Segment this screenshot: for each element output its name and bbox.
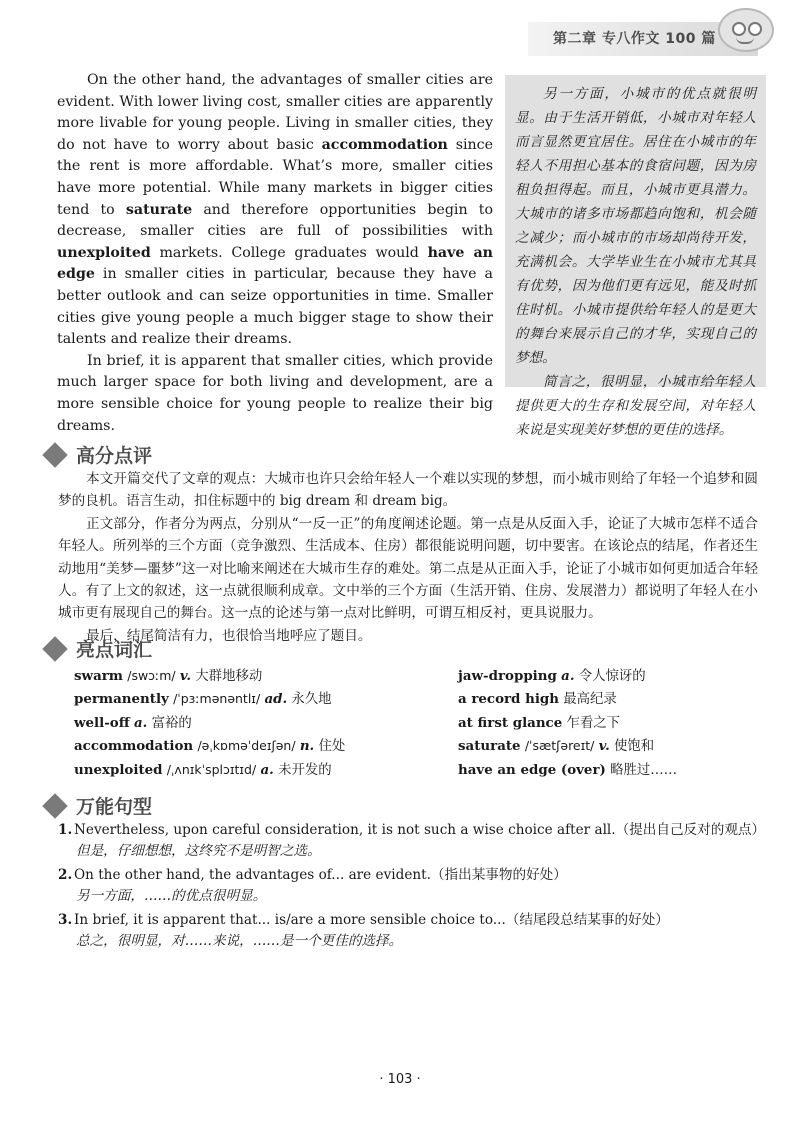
vocab-phonetic: /əˌkɒməˈdeɪʃən/: [197, 738, 296, 754]
vocab-word: unexploited: [74, 761, 163, 778]
logo-eye-icon: [732, 22, 746, 36]
vocab-word: jaw-dropping: [458, 668, 557, 684]
vocab-pos: a.: [561, 668, 575, 684]
review-paragraph: 最后，结尾简洁有力，也很恰当地呼应了题目。: [86, 627, 372, 644]
vocab-pos: v.: [598, 738, 610, 755]
vocab-pos: ad.: [264, 691, 288, 708]
review-paragraph: 正文部分，作者分为两点，分别从“一反一正”的角度阐述论题。第一点是从反面入手，论证了大城市怎样不适合年轻人。所列举的三个方面（竞争激烈、生活成本、住房）都很能说明问题，切中要害。在该论点的结尾，作者还生动地用“美梦—噩梦”这一对比喻来阐述在大城市生存的难处。第二点是从正面入手，论证了小城市如何更加适合年轻人。有了上文的叙述，这一点就很顺利成章。文中举的三个方面（生活开销、住房、发展潜力）都说明了年轻人在小城市更有展现自己的舞台。这一点的论述与第一点对比鲜明，可谓互相反衬，更具说服力。: [58, 515, 758, 622]
vocab-pos: a.: [133, 714, 148, 731]
section-title: 高分点评: [76, 445, 153, 467]
vocab-meaning: 乍看之下: [566, 715, 621, 731]
vocab-meaning: 富裕的: [151, 715, 192, 731]
vocab-item: [74, 712, 345, 735]
vocab-pos: v.: [179, 668, 192, 684]
pattern-number: 3.: [58, 912, 73, 928]
essay-paragraph-1: [57, 70, 493, 351]
vocab-word: have an edge (over): [458, 761, 606, 778]
vocab-word: saturate: [458, 738, 521, 755]
vocab-word: well-off: [74, 714, 130, 731]
vocab-item: [74, 735, 345, 758]
translation-paragraph-2: 简言之，很明显，小城市给年轻人提供更大的生存和发展空间，对年轻人来说是实现美好梦想的更佳的选择。: [515, 374, 756, 438]
vocab-item: [458, 665, 677, 688]
pattern-english: [58, 910, 770, 931]
translation-box: [505, 75, 766, 438]
essay-text-run: markets. College graduates would: [150, 244, 428, 261]
section-heading-review: [42, 441, 152, 468]
pattern-number: 1.: [58, 822, 73, 838]
vocab-phonetic: /swɔːm/: [127, 668, 176, 683]
vocab-word: at first glance: [458, 714, 563, 731]
essay-text-run: in smaller cities in particular, because they have a better outlook and can seize opportunities in time. Smaller cities give young people a much bigger stage to show their talents and realize their dreams.: [57, 266, 493, 348]
vocab-phonetic: /ˈsætʃəreɪt/: [524, 738, 595, 754]
essay-text: [57, 70, 493, 437]
pattern-item: [58, 865, 770, 907]
vocab-item: [458, 712, 677, 735]
vocab-item: [74, 759, 345, 782]
vocab-meaning: 使饱和: [614, 739, 655, 755]
logo-mouth-icon: [736, 37, 754, 44]
vocab-item: [74, 688, 345, 711]
pattern-english: [58, 865, 770, 886]
diamond-bullet-icon: [42, 442, 67, 467]
vocab-word: swarm: [74, 668, 123, 684]
vocab-phonetic: /ˈpɜːmənəntlɪ/: [173, 691, 261, 707]
vocab-item: [458, 759, 677, 782]
essay-text-run: since the rent is more affordable. What’s more, smaller cities have more potential. While many markets in bigger cities tend to: [57, 136, 494, 218]
vocab-pos: a.: [260, 761, 274, 778]
essay-keyword: saturate: [125, 201, 193, 218]
vocab-meaning: 令人惊讶的: [578, 669, 646, 684]
vocab-meaning: 最高纪录: [563, 692, 617, 708]
vocab-meaning: 住处: [318, 739, 346, 755]
mascot-logo-icon: [718, 8, 774, 52]
vocab-word: permanently: [74, 691, 169, 708]
section-title: 亮点词汇: [76, 639, 153, 661]
essay-keyword: have an edge: [57, 244, 493, 283]
pattern-sentence: On the other hand, the advantages of... are evident.（指出某事物的好处）: [74, 867, 567, 883]
pattern-sentence: Nevertheless, upon careful consideration, it is not such a wise choice after all.（提出自己反对的观点）: [74, 822, 766, 838]
vocab-meaning: 略胜过……: [610, 762, 678, 778]
pattern-sentence: In brief, it is apparent that... is/are a more sensible choice to...（结尾段总结某事的好处）: [74, 912, 669, 928]
pattern-english: [58, 820, 770, 841]
review-text: [58, 468, 758, 647]
vocab-item: [74, 665, 345, 688]
pattern-translation: 但是，仔细想想，这终究不是明智之选。: [76, 843, 321, 859]
section-heading-patterns: [42, 792, 152, 819]
diamond-bullet-icon: [42, 793, 67, 818]
vocab-pos: n.: [299, 738, 315, 755]
review-paragraph: 本文开篇交代了文章的观点：大城市也许只会给年轻人一个难以实现的梦想，而小城市则给了年轻一个追梦和圆梦的良机。语言生动，扣住标题中的 big dream 和 dream big。: [58, 471, 758, 510]
essay-text-run: and therefore opportunities begin to decrease, smaller cities are full of possibilities with: [57, 201, 493, 240]
diamond-bullet-icon: [42, 636, 67, 661]
pattern-translation: 总之，很明显，对……来说，……是一个更佳的选择。: [76, 933, 403, 949]
vocab-item: [458, 688, 677, 711]
vocab-list-left: [74, 665, 345, 782]
vocab-word: accommodation: [74, 738, 194, 755]
pattern-item: [58, 910, 770, 952]
pattern-item: [58, 820, 770, 862]
essay-keyword: unexploited: [57, 244, 151, 261]
pattern-list: [58, 820, 770, 955]
vocab-meaning: 永久地: [291, 692, 332, 708]
section-title: 万能句型: [76, 796, 153, 818]
translation-paragraph-1: 另一方面，小城市的优点就很明显。由于生活开销低，小城市对年轻人而言显然更宜居住。居住在小城市的年轻人不用担心基本的食宿问题，因为房租负担得起。而且，小城市更具潜力。大城市的诸多市场都趋向饱和，机会随之减少；而小城市的市场却尚待开发，充满机会。大学毕业生在小城市尤其具有优势，因为他们更有远见，能及时抓住时机。小城市提供给年轻人的是更大的舞台来展示自己的才华，实现自己的梦想。: [515, 86, 756, 366]
vocab-phonetic: /ˌʌnɪkˈsplɔɪtɪd/: [166, 761, 257, 777]
logo-eye-icon: [748, 22, 762, 36]
vocab-word: a record high: [458, 691, 559, 708]
essay-paragraph-2: In brief, it is apparent that smaller cities, which provide much larger space for both living and development, are a more sensible choice for young people to realize their big dreams.: [57, 352, 493, 434]
vocab-meaning: 未开发的: [278, 762, 332, 778]
essay-text-run: On the other hand, the advantages of smaller cities are evident. With lower living cost, smaller cities are apparently more livable for young people. Living in smaller cities, they do not have to worry about basic: [57, 72, 493, 153]
page-number: · 103 ·: [379, 1072, 421, 1087]
pattern-number: 2.: [58, 867, 73, 883]
pattern-translation: 另一方面，……的优点很明显。: [76, 888, 267, 904]
chapter-header: 第二章 专八作文 100 篇: [553, 31, 716, 47]
essay-keyword: accommodation: [321, 136, 448, 153]
section-heading-vocab: [42, 635, 152, 662]
vocab-list-right: [458, 665, 677, 782]
vocab-meaning: 大群地移动: [195, 669, 263, 684]
vocab-item: [458, 735, 677, 758]
